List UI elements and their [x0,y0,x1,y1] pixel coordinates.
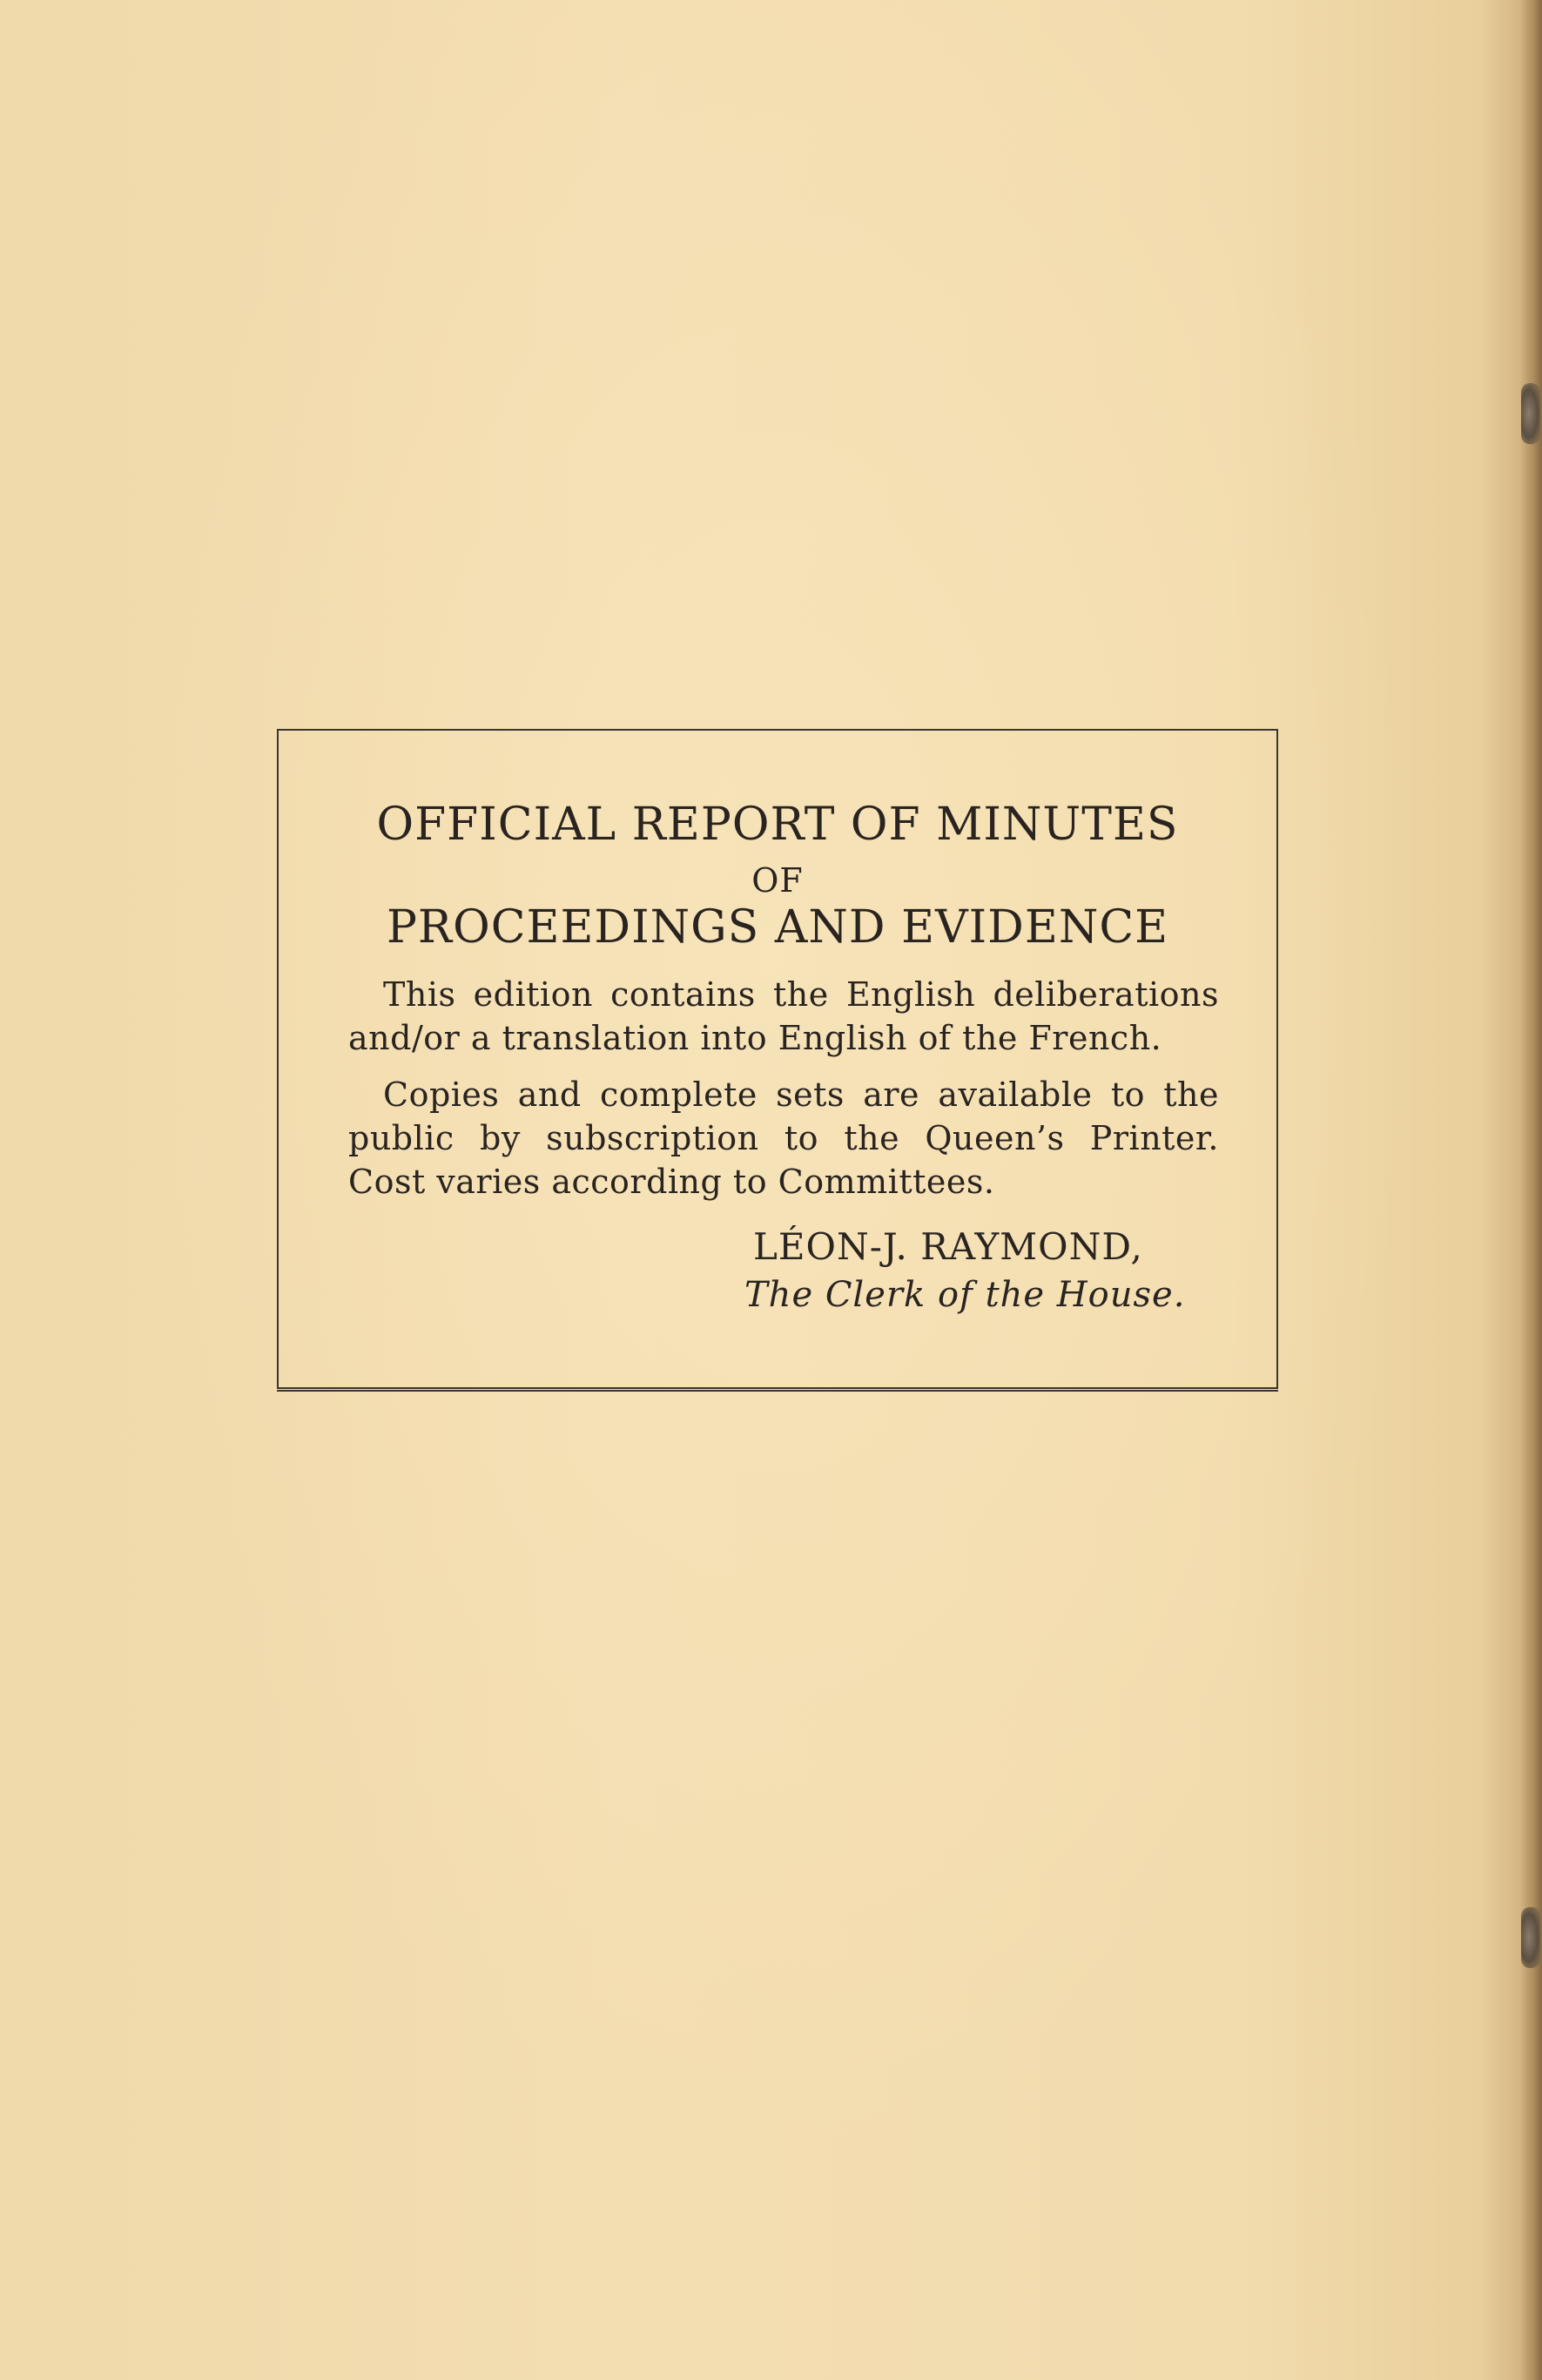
signatory-name: LÉON-J. RAYMOND, [753,1225,1143,1268]
notice-title-line2: PROCEEDINGS AND EVIDENCE [386,901,1169,954]
notice-title-line1: OFFICIAL REPORT OF MINUTES [376,799,1179,851]
page-edge-shadow [1519,0,1542,2380]
notice-box [277,729,1278,1389]
notice-paragraph-edition: This edition contains the English deliberations and/or a translation into English of the French. [348,975,1219,1057]
binding-hole-mark [1521,1907,1540,1968]
signatory-title: The Clerk of the House. [744,1275,1186,1315]
notice-title-of: OF [751,861,804,900]
notice-paragraph-subscription: Copies and complete sets are available to the public by subscription to the Queen’s Printer. Cost varies according to Committees. [348,1075,1219,1201]
binding-hole-mark [1521,383,1540,444]
